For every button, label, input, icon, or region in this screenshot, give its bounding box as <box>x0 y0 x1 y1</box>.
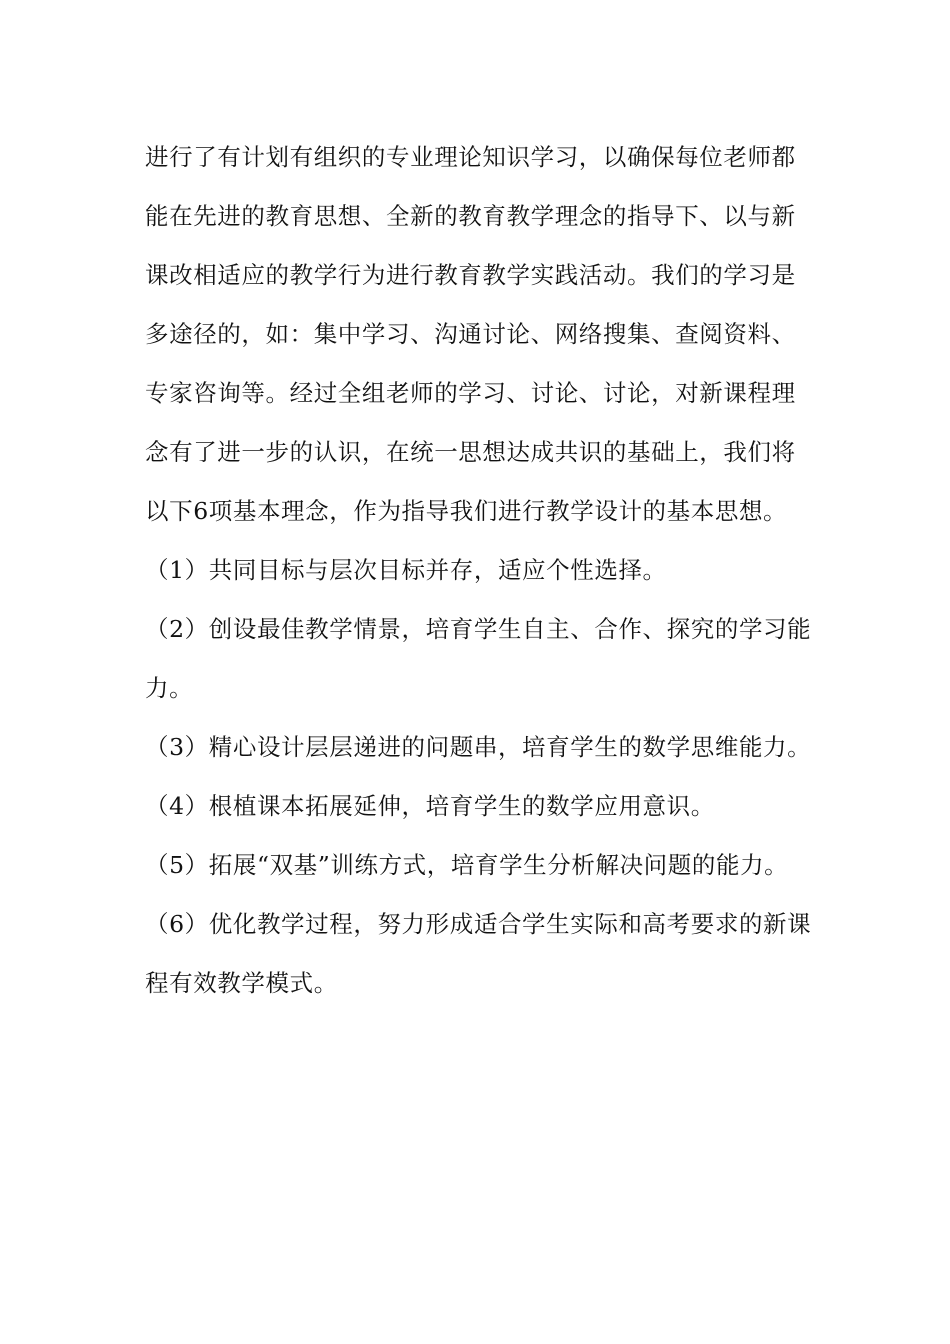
list-item-3: （3）精心设计层层递进的问题串，培育学生的数学思维能力。 <box>145 733 812 761</box>
list-item-6-continued: 程有效教学模式。 <box>145 969 338 997</box>
list-item-5: （5）拓展“双基”训练方式，培育学生分析解决问题的能力。 <box>145 851 789 879</box>
list-item-4: （4）根植课本拓展延伸，培育学生的数学应用意识。 <box>145 792 715 820</box>
text-line: 以下6项基本理念，作为指导我们进行教学设计的基本思想。 <box>145 497 788 525</box>
text-line: 多途径的，如：集中学习、沟通讨论、网络搜集、查阅资料、 <box>145 320 796 348</box>
list-item-2: （2）创设最佳教学情景，培育学生自主、合作、探究的学习能 <box>145 615 812 643</box>
text-line: 专家咨询等。经过全组老师的学习、讨论、讨论，对新课程理 <box>145 379 796 407</box>
text-line: 能在先进的教育思想、全新的教育教学理念的指导下、以与新 <box>145 202 796 230</box>
text-line: 进行了有计划有组织的专业理论知识学习，以确保每位老师都 <box>145 143 796 171</box>
text-line: 课改相适应的教学行为进行教育教学实践活动。我们的学习是 <box>145 261 796 289</box>
text-line: 念有了进一步的认识，在统一思想达成共识的基础上，我们将 <box>145 438 796 466</box>
list-item-2-continued: 力。 <box>145 674 194 702</box>
list-item-6: （6）优化教学过程，努力形成适合学生实际和高考要求的新课 <box>145 910 812 938</box>
body-text <box>145 128 810 1013</box>
list-item-1: （1）共同目标与层次目标并存，适应个性选择。 <box>145 556 667 584</box>
